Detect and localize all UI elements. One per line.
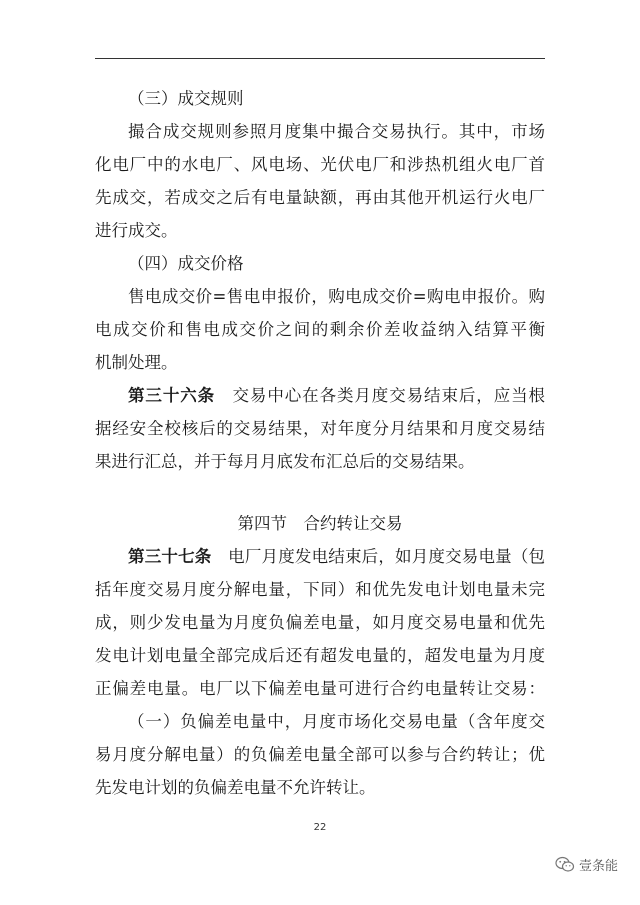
item-1 [95, 705, 545, 804]
paragraph-matching-rules [95, 115, 545, 247]
paragraph-line: 先成交，若成交之后有电量缺额，再由其他开机运行火电厂 [95, 188, 545, 207]
paragraph-line: 售电成交价=售电申报价，购电成交价=购电申报价。购 [128, 287, 545, 306]
paragraph-line: （一）负偏差电量中，月度市场化交易电量（含年度交 [128, 712, 545, 731]
paragraph-line [95, 379, 545, 412]
paragraph-line: 果进行汇总，并于每月月底发布汇总后的交易结果。 [95, 452, 475, 471]
page-number: 22 [313, 822, 327, 833]
paragraph-line: 化电厂中的水电厂、风电场、光伏电厂和涉热机组火电厂首 [95, 155, 545, 174]
wechat-icon [555, 856, 575, 873]
paragraph-line: 机制处理。 [95, 353, 178, 372]
paragraph-line: 进行成交。 [95, 221, 178, 240]
paragraph-line: 正偏差电量。电厂以下偏差电量可进行合约电量转让交易： [95, 679, 545, 698]
paragraph-line: 据经安全校核后的交易结果，对年度分月结果和月度交易结 [95, 419, 545, 438]
article-36-label: 第三十六条 [128, 386, 216, 405]
article-36-text: 交易中心在各类月度交易结束后，应当根 [232, 386, 546, 405]
article-37 [95, 540, 545, 705]
paragraph-line: 发电计划电量全部完成后还有超发电量的，超发电量为月度 [95, 646, 545, 665]
watermark [555, 855, 618, 874]
paragraph-line: 先发电计划的负偏差电量不允许转让。 [95, 778, 376, 797]
paragraph-line: 易月度分解电量）的负偏差电量全部可以参与合约转让；优 [95, 745, 545, 764]
section-4-heading: （四）成交价格 [128, 254, 244, 273]
watermark-text: 壹条能 [578, 859, 618, 874]
article-36 [95, 379, 545, 478]
paragraph-transaction-price [95, 280, 545, 379]
article-37-text: 电厂月度发电结束后，如月度交易电量（包 [228, 547, 545, 566]
document-body [95, 82, 545, 804]
header-rule [95, 58, 545, 59]
paragraph-line: 电成交价和售电成交价之间的剩余价差收益纳入结算平衡 [95, 320, 545, 339]
section-3-heading: （三）成交规则 [128, 89, 244, 108]
paragraph-line: 成，则少发电量为月度负偏差电量，如月度交易电量和优先 [95, 613, 545, 632]
paragraph-line: 撮合成交规则参照月度集中撮合交易执行。其中，市场 [128, 122, 545, 141]
paragraph-line: 括年度交易月度分解电量，下同）和优先发电计划电量未完 [95, 580, 545, 599]
paragraph-line [95, 540, 545, 573]
section-title: 第四节 合约转让交易 [237, 514, 403, 533]
article-37-label: 第三十七条 [128, 547, 212, 566]
